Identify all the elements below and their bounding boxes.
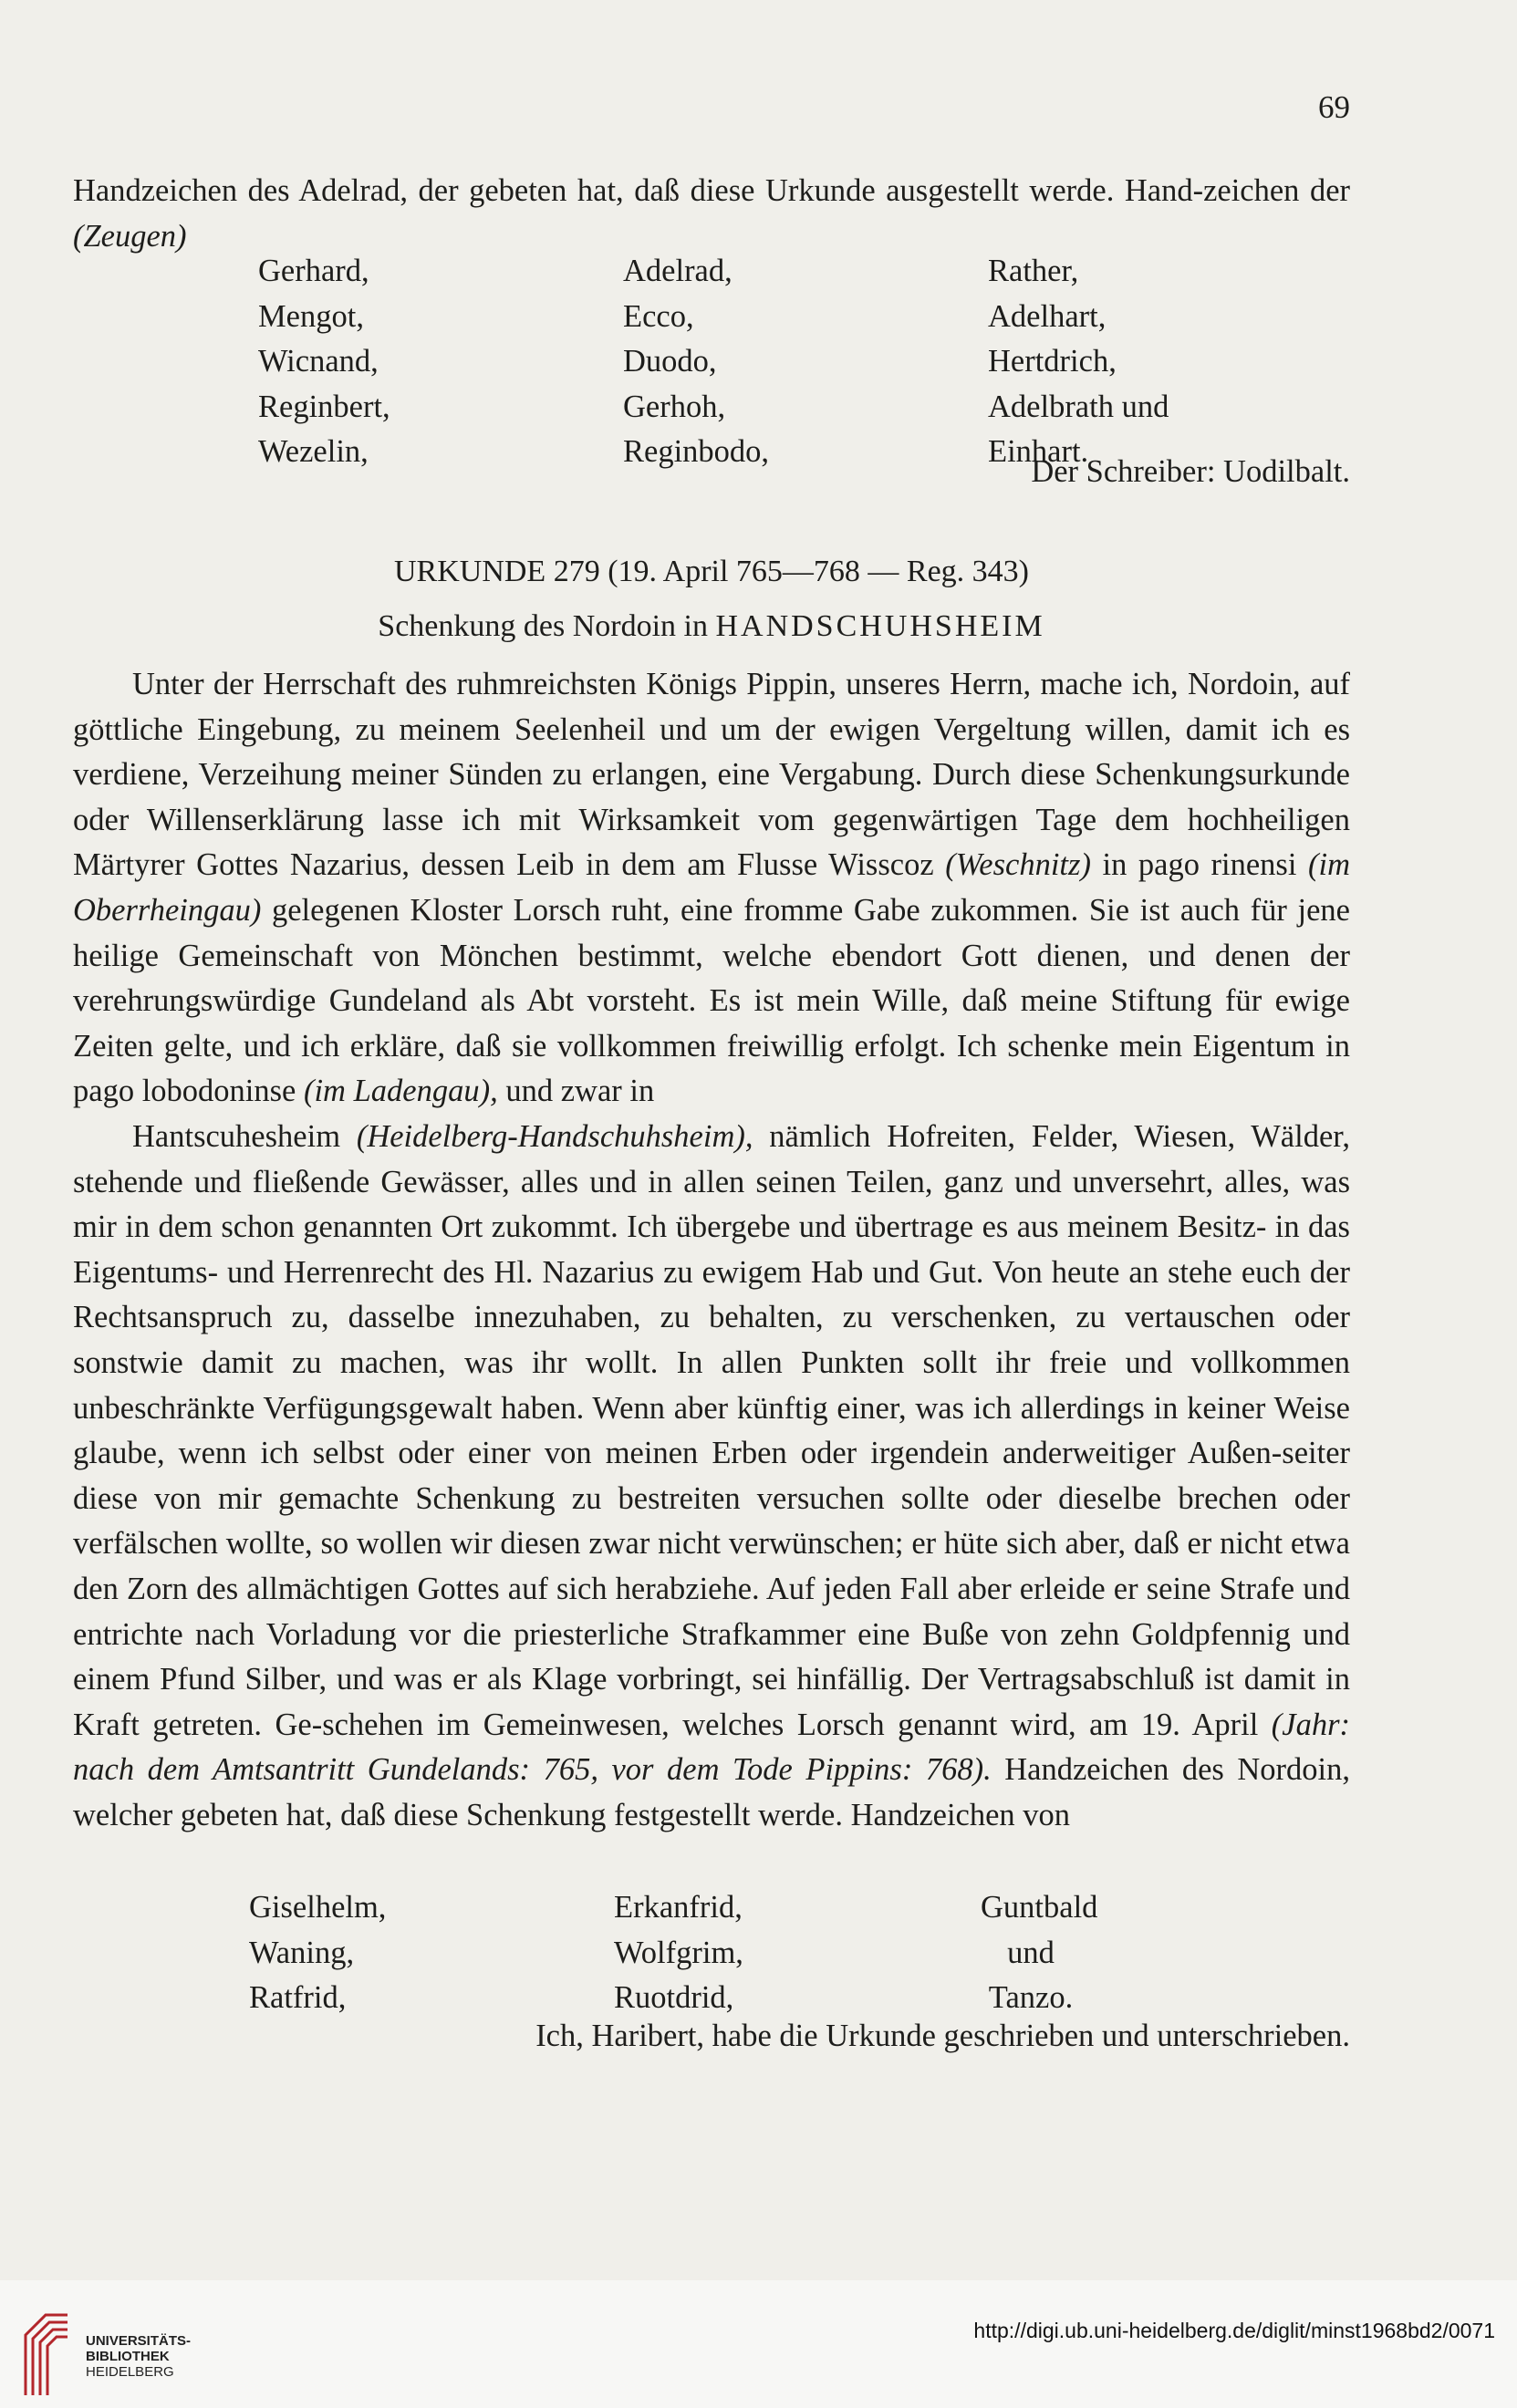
body-gloss: (im Oberrheingau) [73,847,1351,928]
witness-column-1 [258,249,390,475]
witness-name: Adelhart, [988,298,1107,334]
opening-text: Handzeichen des Adelrad, der gebeten hat, daß diese Urkunde ausgestellt werde. Hand-zeichen der [73,173,1350,208]
body-gloss: (Jahr: nach dem Amtsantritt Gundelands: 765, vor dem Tode Pippins: 768). [73,1707,1350,1788]
source-url-link[interactable]: http://digi.ub.uni-heidelberg.de/diglit/minst1968bd2/0071 [973,2319,1495,2342]
body-paragraph-2 [73,1115,1350,1839]
page-number: 69 [1318,89,1350,125]
witness-column-1 [249,1885,386,2021]
witness-name: Guntbald [981,1890,1098,1925]
witness-name: Einhart. [988,434,1089,470]
body-text: gelegenen Kloster Lorsch ruht, eine fromme Gabe zukommen. Sie ist auch für jene heilige Gemeinschaft von Mönchen bestimmt, welche ebendort Gott dienen, und denen der verehrungswürdige Gundeland als Abt vorsteht. Es ist mein Wille, daß meine Stiftung für ewige Zeiten gelte, und ich erkläre, daß sie vollkommen freiwillig erfolgt. Ich schenke mein Eigentum in pago lobodoninse [73,892,1350,1109]
signoff-line: Ich, Haribert, habe die Urkunde geschrieben und unterschrieben. [535,2019,1350,2053]
witness-name: Waning, [249,1935,355,1970]
witness-name: Reginbert, [258,389,390,424]
witnesses-note: (Zeugen) [73,218,187,254]
opening-paragraph [73,169,1350,259]
witness-column-2 [623,249,769,475]
witness-name: Wezelin, [258,434,369,470]
body-text: nämlich Hofreiten, Felder, Wiesen, Wälder, stehende und fließende Gewässer, alles und in allen seinen Teilen, ganz und unversehrt, alles, was mir in dem schon genannten Ort zukommt. Ich übergebe und übertrage es aus meinem Besitz- in das Eigentums- und Herrenrecht des Hl. Nazarius zu ewigem Hab und Gut. Von heute an stehe euch der Rechtsanspruch zu, dasselbe innezuhaben, zu behalten, zu verschenken, zu vertauschen oder sonstwie damit zu machen, was ihr wollt. In allen Punkten sollt ihr freie und vollkommen unbeschränkte Verfügungsgewalt haben. Wenn aber künftig einer, was ich allerdings in keiner Weise glaube, wenn ich selbst oder einer von meinen Erben oder irgendein anderweitiger Außen-seiter diese von mir gemachte Schenkung zu bestreiten versuchen sollte oder dieselbe brechen oder verfälschen wollte, so wollen wir diesen zwar nicht verwünschen; er hüte sich aber, daß er nicht etwa den Zorn des allmächtigen Gottes auf sich herabziehe. Auf jeden Fall aber erleide er seine Strafe und entrichte nach Vorladung vor die priesterliche Strafkammer eine Buße von zehn Goldpfennig und einem Pfund Silber, und was er als Klage vorbringt, sei hinfällig. Der Vertragsabschluß ist damit in Kraft getreten. Ge-schehen im Gemeinwesen, welches Lorsch genannt wird, am 19. April [73,1119,1350,1742]
witness-name: Reginbodo, [623,434,770,470]
witness-name: Adelbrath und [988,389,1169,424]
document-heading: URKUNDE 279 (19. April 765—768 — Reg. 343) [393,555,1030,588]
library-logo-icon [18,2308,75,2399]
body-text: und zwar in [497,1074,655,1109]
witness-name: Wicnand, [258,344,379,379]
footer-bar [0,2280,1517,2408]
witness-name: Gerhard, [258,254,369,288]
witness-name: Erkanfrid, [614,1890,743,1925]
witness-name: Hertdrich, [988,344,1117,379]
witness-name: Wolfgrim, [614,1935,743,1970]
witness-name: Mengot, [258,298,364,334]
body-text: in pago rinensi [1090,847,1309,883]
witness-column-3 [988,249,1169,475]
witness-name: Ruotdrid, [614,1980,734,2016]
body-paragraph-1 [73,662,1350,1115]
witness-column-2 [614,1885,743,2021]
witness-name: und [1007,1935,1055,1970]
document-subheading [73,609,1350,644]
witness-name: Ecco, [623,298,694,334]
library-name [86,2333,191,2380]
body-gloss: (im Ladengau), [303,1074,498,1109]
body-gloss: (Weschnitz) [945,847,1091,883]
library-name-line: UNIVERSITÄTS- [86,2333,192,2349]
witness-name: Giselhelm, [249,1890,387,1925]
subheading-place: HANDSCHUHSHEIM [715,609,1045,643]
witness-name: Ratfrid, [249,1980,347,2016]
body-gloss: (Heidelberg-Handschuhsheim), [356,1119,753,1154]
witness-name: Rather, [988,254,1079,288]
body-text: Hantscuhesheim [132,1119,357,1154]
witness-name: Gerhoh, [623,389,726,424]
scribe-line: Der Schreiber: Uodilbalt. [1031,454,1350,489]
witness-column-3 [981,1885,1098,2021]
witness-name: Duodo, [623,344,717,379]
library-name-line: HEIDELBERG [86,2364,174,2380]
subheading-prefix: Schenkung des Nordoin in [378,609,716,643]
witness-name: Adelrad, [623,254,733,288]
body-text: Handzeichen des Nordoin, welcher gebeten hat, daß diese Schenkung festgestellt werde. Handzeichen von [73,1752,1351,1832]
body-text: Unter der Herrschaft des ruhmreichsten Königs Pippin, unseres Herrn, mache ich, Nordoin, auf göttliche Eingebung, zu meinem Seelenheil und um der ewigen Vergeltung willen, damit ich es verdiene, Verzeihung meiner Sünden zu erlangen, eine Vergabung. Durch diese Schenkungsurkunde oder Willenserklärung lasse ich mit Wirksamkeit vom gegenwärtigen Tage dem hochheiligen Märtyrer Gottes Nazarius, dessen Leib in dem am Flusse Wisscoz [73,667,1350,883]
witness-name: Tanzo. [988,1980,1074,2016]
library-name-line: BIBLIOTHEK [86,2349,170,2364]
